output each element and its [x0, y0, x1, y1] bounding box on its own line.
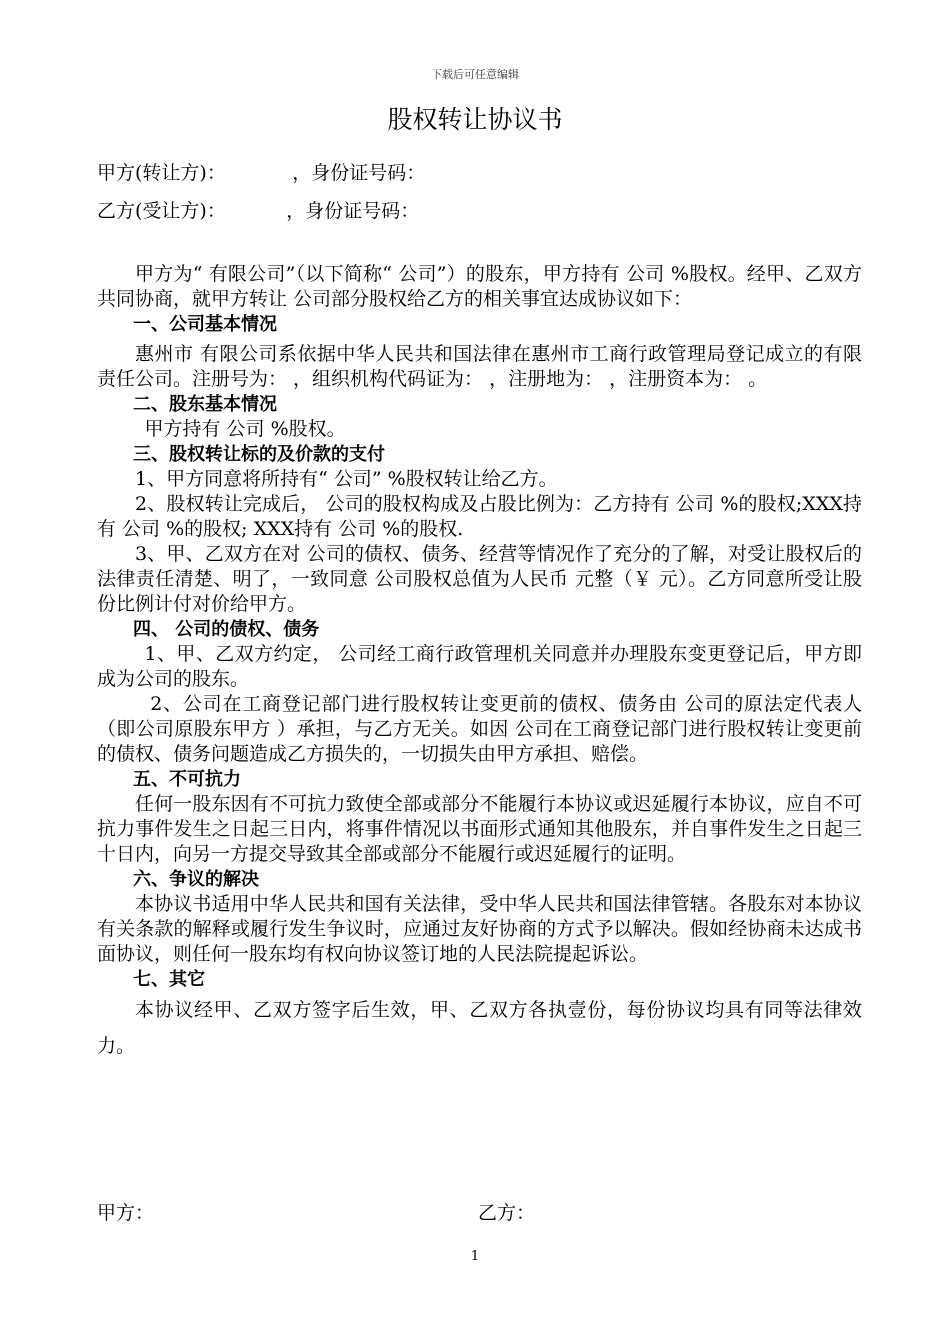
document-title: 股权转让协议书 [387, 105, 563, 134]
party-a-line: 甲方(转让方)： ，身份证号码： [97, 162, 426, 184]
section-3-item-2: 2、股权转让完成后， 公司的股权构成及占股比例为：乙方持有 公司 %的股权;XXX持有 公司 %的股权; XXX持有 公司 %的股权. [97, 493, 862, 540]
section-heading-4: 四、 公司的债权、债务 [133, 619, 320, 640]
signature-party-b: 乙方： [478, 1202, 536, 1224]
section-7-paragraph: 本协议经甲、乙双方签字后生效，甲、乙双方各执壹份，每份协议均具有同等法律效力。 [97, 999, 862, 1057]
intro-paragraph: 甲方为“ 有限公司”（以下简称“ 公司”）的股东，甲方持有 公司 %股权。经甲、乙双方共同协商，就甲方转让 公司部分股权给乙方的相关事宜达成协议如下： [97, 263, 862, 310]
section-3-item-1: 1、甲方同意将所持有“ 公司” %股权转让给乙方。 [135, 468, 558, 490]
section-heading-1: 一、公司基本情况 [133, 314, 277, 335]
section-heading-3: 三、股权转让标的及价款的支付 [133, 444, 385, 465]
party-b-line: 乙方(受让方)： ，身份证号码： [97, 200, 420, 222]
page-number: 1 [470, 1249, 480, 1264]
section-1-paragraph: 惠州市 有限公司系依据中华人民共和国法律在惠州市工商行政管理局登记成立的有限责任公司。注册号为： ，组织机构代码证为： ，注册地为： ，注册资本为： 。 [97, 343, 862, 390]
section-heading-7: 七、其它 [133, 969, 205, 990]
section-5-paragraph: 任何一股东因有不可抗力致使全部或部分不能履行本协议或迟延履行本协议，应自不可抗力事件发生之日起三日内，将事件情况以书面形式通知其他股东，并自事件发生之日起三十日内，向另一方提交导致其全部或部分不能履行或迟延履行的证明。 [97, 793, 862, 865]
signature-party-a: 甲方： [97, 1202, 155, 1224]
section-heading-2: 二、股东基本情况 [133, 394, 277, 415]
section-3-item-3: 3、甲、乙双方在对 公司的债权、债务、经营等情况作了充分的了解，对受让股权后的法律责任清楚、明了，一致同意 公司股权总值为人民币 元整（￥ 元）。乙方同意所受让股份比例计付对价给甲方。 [97, 543, 862, 615]
section-heading-6: 六、争议的解决 [133, 869, 259, 890]
agreement-body [97, 262, 862, 1064]
section-heading-5: 五、不可抗力 [133, 769, 241, 790]
section-6-paragraph: 本协议书适用中华人民共和国有关法律，受中华人民共和国法律管辖。各股东对本协议有关条款的解释或履行发生争议时，应通过友好协商的方式予以解决。假如经协商未达成书面协议，则任何一股东均有权向协议签订地的人民法院提起诉讼。 [97, 893, 862, 965]
section-4-item-1: 1、甲、乙双方约定， 公司经工商行政管理机关同意并办理股东变更登记后，甲方即成为公司的股东。 [97, 643, 862, 690]
section-4-item-2: 2、公司在工商登记部门进行股权转让变更前的债权、债务由 公司的原法定代表人（即公司原股东甲方 ）承担，与乙方无关。如因 公司在工商登记部门进行股权转让变更前的债权、债务问题造成乙方损失的，一切损失由甲方承担、赔偿。 [97, 693, 862, 765]
header-note: 下载后可任意编辑 [431, 68, 519, 81]
section-2-paragraph: 甲方持有 公司 %股权。 [144, 418, 346, 440]
